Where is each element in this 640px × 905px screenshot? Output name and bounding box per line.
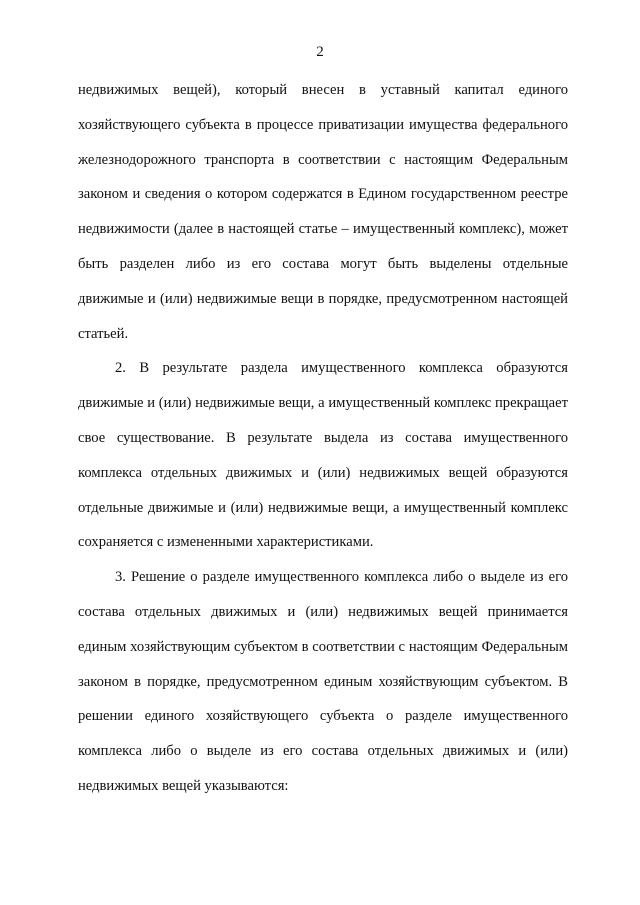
document-body — [78, 73, 568, 804]
paragraph-item-2: 2. В результате раздела имущественного комплекса образуются движимые и (или) недвижимые вещи, а имущественный комплекс прекращает свое существование. В результате выдела из состава имущественного комплекса отдельных движимых и (или) недвижимых вещей образуются отдельные движимые и (или) недвижимые вещи, а имущественный комплекс сохраняется с измененными характеристиками. — [78, 360, 568, 551]
page-number: 2 — [316, 44, 324, 60]
paragraph-item-3: 3. Решение о разделе имущественного комплекса либо о выделе из его состава отдельных движимых и (или) недвижимых вещей принимается единым хозяйствующим субъектом в соответствии с настоящим Федеральным законом в порядке, предусмотренном единым хозяйствующим субъектом. В решении единого хозяйствующего субъекта о разделе имущественного комплекса либо о выделе из его состава отдельных движимых и (или) недвижимых вещей указываются: — [78, 569, 568, 794]
paragraph-continuation: недвижимых вещей), который внесен в уставный капитал единого хозяйствующего субъекта в процессе приватизации имущества федерального железнодорожного транспорта в соответствии с настоящим Федеральным законом и сведения о котором содержатся в Едином государственном реестре недвижимости (далее в настоящей статье – имущественный комплекс), может быть разделен либо из его состава могут быть выделены отдельные движимые и (или) недвижимые вещи в порядке, предусмотренном настоящей статьей. — [78, 82, 568, 342]
